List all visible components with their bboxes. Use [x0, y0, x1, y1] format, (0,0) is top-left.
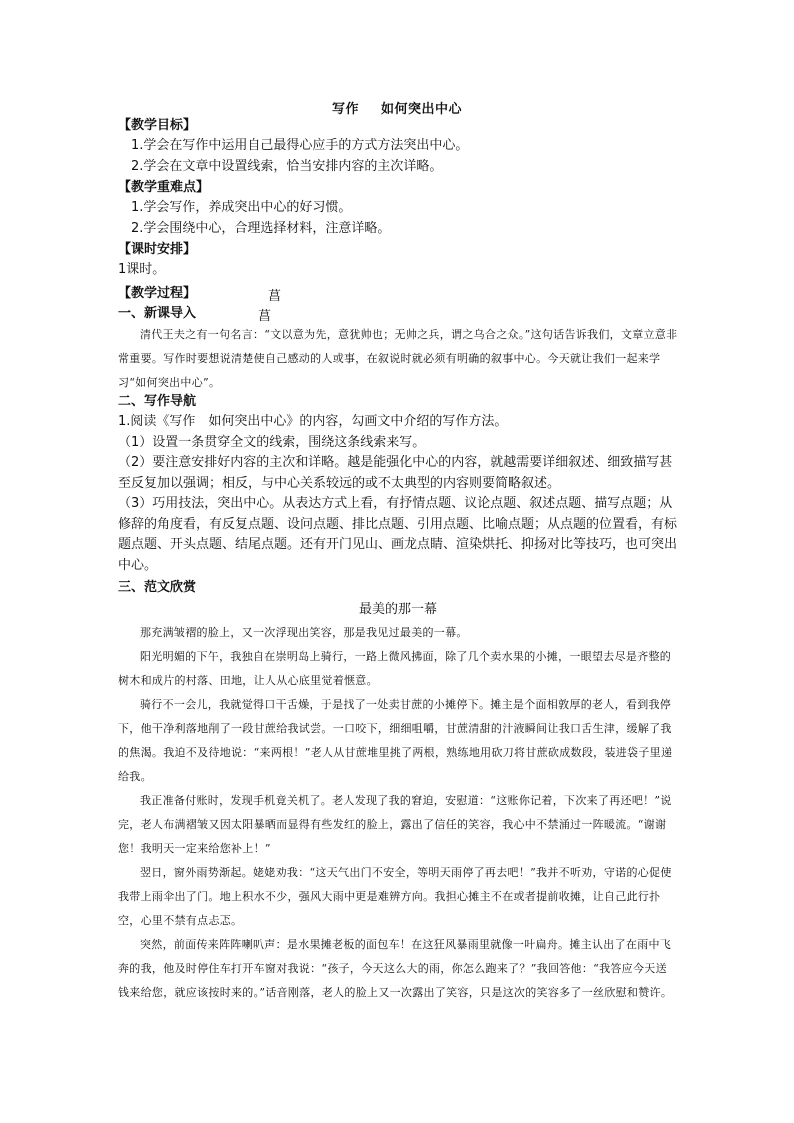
essay-paragraph: 骑行不一会儿，我就觉得口干舌燥，于是找了一处卖甘蔗的小摊停下。摊主是个面相敦厚的老人，看到我停下，他干净利落地削了一段甘蔗给我试尝。一口咬下，细细咀嚼，甘蔗清甜的汁液瞬间让我口舌生津，缓解了我的焦渴。我迫不及待地说：“来两根！”老人从甘蔗堆里挑了两根，熟练地用砍刀将甘蔗砍成数段，装进袋子里递给我。	[118, 697, 673, 783]
schedule-section	[118, 240, 678, 281]
keypoints-section	[118, 178, 678, 239]
essay-paragraph: 我正准备付账时，发现手机竟关机了。老人发现了我的窘迫，安慰道：“这账你记着，下次来了再还吧！”说完，老人布满褶皱又因太阳暴晒而显得有些发红的脸上，露出了信任的笑容，我心中不禁涌过一阵暖流。“谢谢您！我明天一定来给您补上！”	[118, 793, 672, 855]
essay-heading: 三、范文欣赏	[118, 580, 197, 595]
essay-paragraph: 翌日，窗外雨势渐起。姥姥劝我：“这天气出门不安全，等明天雨停了再去吧！”我并不听劝，守诺的心促使我带上雨伞出了门。地上积水不少，强风大雨中更是难辨方向。我担心摊主不在或者提前收摊，让自己此行扑空，心里不禁有点忐忑。	[118, 865, 672, 927]
process-heading-row	[118, 284, 678, 304]
guide-item-1: 1.阅读《写作 如何突出中心》的内容，勾画文中介绍的写作方法。	[118, 414, 508, 429]
stray-char-2: 菖	[258, 308, 272, 323]
schedule-heading: 【课时安排】	[118, 242, 197, 257]
guide-item-2: （1）设置一条贯穿全文的线索，围绕这条线索来写。	[118, 434, 426, 450]
goal-item-1: 1.学会在写作中运用自己最得心应手的方式方法突出中心。	[131, 138, 469, 153]
goal-item-2: 2.学会在文章中设置线索，恰当安排内容的主次详略。	[131, 158, 443, 174]
schedule-text: 1课时。	[118, 262, 166, 277]
essay-paragraph: 阳光明媚的下午，我独自在崇明岛上骑行，一路上微风拂面，除了几个卖水果的小摊，一眼望去尽是齐整的树木和成片的村落、田地，让人从心底里觉着惬意。	[118, 649, 672, 687]
keypoints-heading: 【教学重难点】	[118, 180, 210, 195]
intro-heading-row	[118, 304, 678, 324]
essay-paragraph: 突然，前面传来阵阵喇叭声：是水果摊老板的面包车！在这狂风暴雨里就像一叶扁舟。摊主认出了在雨中飞奔的我，他及时停住车打开车窗对我说：“孩子，今天这么大的雨，你怎么跑来了？”我回答他：“我答应今天送钱来给您，就应该按时来的。”话音刚落，老人的脸上又一次露出了笑容，只是这次的笑容多了一丝欣慰和赞许。	[118, 937, 673, 999]
essay-paragraph: 那充满皱褶的脸上，又一次浮现出笑容，那是我见过最美的一幕。	[140, 625, 468, 639]
keypoint-item-1: 1.学会写作，养成突出中心的好习惯。	[131, 200, 352, 215]
essay-title: 最美的那一幕	[358, 602, 437, 617]
page-title	[0, 98, 794, 117]
intro-paragraph: 清代王夫之有一句名言：“文以意为先，意犹帅也；无帅之兵，谓之乌合之众。”这句话告诉我们，文章立意非常重要。写作时要想说清楚使自己感动的人或事，在叙说时就必须有明确的叙事中心。今天就让我们一起来学习“如何突出中心”。	[118, 328, 678, 389]
essay-section	[118, 578, 678, 1005]
keypoint-item-2: 2.学会围绕中心，合理选择材料，注意详略。	[131, 220, 391, 236]
goals-section	[118, 116, 678, 177]
guide-item-4: （3）巧用技法，突出中心。从表达方式上看，有抒情点题、议论点题、叙述点题、描写点题；从修辞的角度看，有反复点题、设问点题、排比点题、引用点题、比喻点题；从点题的位置看，有标题点题、开头点题、结尾点题。还有开门见山、画龙点睛、渲染烘托、抑扬对比等技巧，也可突出中心。	[118, 496, 678, 573]
stray-char-1: 菖	[268, 288, 282, 303]
goals-heading: 【教学目标】	[118, 118, 197, 133]
guide-section	[118, 392, 678, 576]
guide-heading: 二、写作导航	[118, 394, 197, 409]
guide-item-3: （2）要注意安排好内容的主次和详略。越是能强化中心的内容，就越需要详细叙述、细致描写甚至反复加以强调；相反，与中心关系较远的或不太典型的内容则要简略叙述。	[118, 455, 673, 491]
process-heading: 【教学过程】	[118, 286, 197, 301]
intro-heading: 一、新课导入	[118, 306, 197, 321]
title-left: 写作	[331, 102, 359, 117]
title-right: 如何突出中心	[381, 102, 463, 117]
